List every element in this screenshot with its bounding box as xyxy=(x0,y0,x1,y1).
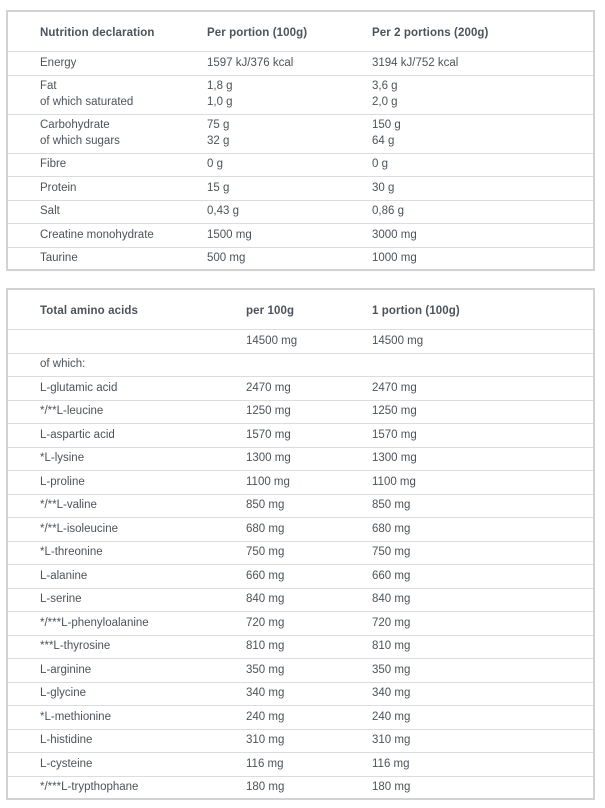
table-row xyxy=(8,706,593,730)
cell-text: Creatine monohydrate xyxy=(40,228,154,241)
row-label xyxy=(8,447,246,471)
cell-text: 1250 mg xyxy=(246,405,291,417)
cell-text xyxy=(246,357,372,373)
cell-text: L-glycine xyxy=(40,687,87,699)
table-row xyxy=(8,353,593,377)
row-label xyxy=(8,776,246,799)
table-row xyxy=(8,330,593,354)
row-value xyxy=(246,682,372,706)
table-row xyxy=(8,588,593,612)
cell-text: 1300 mg xyxy=(372,452,417,464)
cell-text: 850 mg xyxy=(372,499,411,511)
cell-text: ***L-thyrosine xyxy=(40,640,111,652)
row-label xyxy=(8,424,246,448)
header-total-amino-acids: Total amino acids xyxy=(40,305,138,317)
row-value xyxy=(372,494,593,518)
cell-text: 660 mg xyxy=(372,569,411,582)
amino-acids-table-panel xyxy=(6,288,595,800)
cell-text: *L-methionine xyxy=(40,710,111,723)
row-value xyxy=(207,52,372,76)
row-value xyxy=(246,729,372,753)
row-label xyxy=(8,153,207,177)
cell-text: Taurine xyxy=(40,252,78,264)
cell-text: 240 mg xyxy=(246,710,285,723)
cell-text: L-serine xyxy=(40,593,82,605)
cell-text: 3194 kJ/752 kcal xyxy=(372,56,459,69)
table-row xyxy=(8,565,593,589)
nutrition-declaration-table-panel xyxy=(6,10,595,271)
cell-text: 720 mg xyxy=(372,616,411,629)
cell-text: 116 mg xyxy=(372,757,410,770)
cell-text: 750 mg xyxy=(372,546,411,558)
row-label xyxy=(8,565,246,589)
cell-text: 1250 mg xyxy=(372,405,417,417)
cell-text: L-alanine xyxy=(40,569,88,582)
row-value xyxy=(207,75,372,114)
row-label xyxy=(8,706,246,730)
row-value xyxy=(246,659,372,683)
cell-text: 840 mg xyxy=(246,593,285,605)
cell-text: */***L-phenyloalanine xyxy=(40,616,149,629)
cell-text: L-cysteine xyxy=(40,757,93,770)
header-1-portion: 1 portion (100g) xyxy=(372,305,460,317)
row-label xyxy=(8,729,246,753)
cell-text: 75 g xyxy=(207,119,230,131)
row-value xyxy=(246,541,372,565)
cell-text: of which saturated xyxy=(40,95,134,108)
cell-text: L-proline xyxy=(40,475,85,488)
cell-text: 2470 mg xyxy=(372,381,417,394)
row-value xyxy=(372,400,593,424)
cell-text: 2,0 g xyxy=(372,95,398,108)
table-row xyxy=(8,612,593,636)
amino-table-body xyxy=(8,330,593,800)
cell-text: 14500 mg xyxy=(246,334,298,347)
table-row xyxy=(8,247,593,270)
row-label xyxy=(8,753,246,777)
cell-text: 350 mg xyxy=(246,663,285,676)
row-value xyxy=(372,635,593,659)
nutrition-table-header xyxy=(8,12,593,52)
amino-acids-table xyxy=(8,290,593,799)
row-label xyxy=(8,247,207,270)
table-row xyxy=(8,635,593,659)
table-row xyxy=(8,377,593,401)
cell-text: 500 mg xyxy=(207,252,246,264)
row-value xyxy=(246,776,372,799)
row-value xyxy=(372,177,593,201)
table-row xyxy=(8,114,593,153)
cell-text: L-arginine xyxy=(40,663,92,676)
cell-text: 1500 mg xyxy=(207,228,252,241)
cell-text: Carbohydrate xyxy=(40,119,110,131)
row-value xyxy=(372,541,593,565)
cell-text: 150 g xyxy=(372,119,401,131)
row-value xyxy=(246,377,372,401)
row-value xyxy=(246,494,372,518)
row-value xyxy=(372,753,593,777)
row-label xyxy=(8,541,246,565)
row-label xyxy=(8,494,246,518)
cell-text: 0 g xyxy=(207,158,223,170)
row-value xyxy=(246,753,372,777)
row-label xyxy=(8,200,207,224)
cell-text: 680 mg xyxy=(246,522,285,535)
cell-text: 15 g xyxy=(207,181,230,194)
cell-text: 850 mg xyxy=(246,499,285,511)
row-value xyxy=(372,200,593,224)
row-label xyxy=(8,682,246,706)
row-value xyxy=(372,447,593,471)
row-label xyxy=(8,377,246,401)
cell-text: Fibre xyxy=(40,158,67,170)
amino-table-header xyxy=(8,290,593,330)
row-value xyxy=(372,682,593,706)
cell-text: 660 mg xyxy=(246,569,285,582)
row-value xyxy=(207,224,372,248)
cell-text: 810 mg xyxy=(372,640,411,652)
row-label xyxy=(8,400,246,424)
cell-text: 30 g xyxy=(372,181,395,194)
row-value xyxy=(246,471,372,495)
cell-text: 1100 mg xyxy=(372,475,416,488)
cell-text: 32 g xyxy=(207,134,230,147)
cell-text: L-aspartic acid xyxy=(40,428,115,441)
cell-text: 3000 mg xyxy=(372,228,417,241)
row-value xyxy=(246,447,372,471)
table-row xyxy=(8,659,593,683)
cell-text: 1,8 g xyxy=(207,80,233,92)
table-row xyxy=(8,494,593,518)
cell-text: of which: xyxy=(40,358,86,370)
table-row xyxy=(8,75,593,114)
row-value xyxy=(372,471,593,495)
table-row xyxy=(8,541,593,565)
table-row xyxy=(8,224,593,248)
cell-text: 810 mg xyxy=(246,640,285,652)
header-nutrition-declaration: Nutrition declaration xyxy=(40,27,155,39)
row-value xyxy=(372,153,593,177)
cell-text: Protein xyxy=(40,181,77,194)
cell-text: 310 mg xyxy=(372,734,411,746)
row-label xyxy=(8,635,246,659)
cell-text: */**L-isoleucine xyxy=(40,522,118,535)
cell-text: Energy xyxy=(40,56,77,69)
row-label xyxy=(8,114,207,153)
header-per-portion: Per portion (100g) xyxy=(207,27,308,39)
cell-text xyxy=(372,357,593,373)
row-value xyxy=(372,424,593,448)
cell-text: 180 mg xyxy=(246,781,285,793)
cell-text: 1000 mg xyxy=(372,252,417,264)
table-row xyxy=(8,447,593,471)
cell-text: 0 g xyxy=(372,158,388,170)
table-row xyxy=(8,177,593,201)
header-per-100g: per 100g xyxy=(246,305,295,317)
header-per-2-portions: Per 2 portions (200g) xyxy=(372,27,489,39)
table-row xyxy=(8,424,593,448)
row-value xyxy=(246,518,372,542)
cell-text: 310 mg xyxy=(246,734,285,746)
row-label xyxy=(8,177,207,201)
row-value xyxy=(372,330,593,354)
cell-text: 3,6 g xyxy=(372,80,398,92)
row-value xyxy=(372,729,593,753)
row-label xyxy=(8,518,246,542)
table-row xyxy=(8,471,593,495)
cell-text: 350 mg xyxy=(372,663,411,676)
cell-text: */**L-valine xyxy=(40,499,97,511)
row-value xyxy=(372,612,593,636)
cell-text: 1300 mg xyxy=(246,452,291,464)
row-value xyxy=(372,659,593,683)
row-label xyxy=(8,224,207,248)
cell-text: 340 mg xyxy=(372,687,411,699)
cell-text: 840 mg xyxy=(372,593,411,605)
row-value xyxy=(246,353,372,377)
row-value xyxy=(246,588,372,612)
table-row xyxy=(8,776,593,799)
row-value xyxy=(372,52,593,76)
row-label xyxy=(8,353,246,377)
header-row xyxy=(8,290,593,330)
cell-text: 720 mg xyxy=(246,616,285,629)
table-row xyxy=(8,518,593,542)
row-label xyxy=(8,659,246,683)
cell-text: of which sugars xyxy=(40,134,120,147)
row-value xyxy=(372,114,593,153)
row-value xyxy=(372,353,593,377)
cell-text: Salt xyxy=(40,205,60,217)
cell-text: 1570 mg xyxy=(246,428,291,441)
row-label xyxy=(8,75,207,114)
row-value xyxy=(246,330,372,354)
cell-text: 240 mg xyxy=(372,710,411,723)
row-value xyxy=(207,177,372,201)
row-label xyxy=(8,588,246,612)
table-row xyxy=(8,753,593,777)
cell-text: 180 mg xyxy=(372,781,411,793)
table-row xyxy=(8,729,593,753)
row-value xyxy=(207,153,372,177)
cell-text: */**L-leucine xyxy=(40,405,104,417)
cell-text: 750 mg xyxy=(246,546,285,558)
row-value xyxy=(372,75,593,114)
table-row xyxy=(8,153,593,177)
row-value xyxy=(372,776,593,799)
row-value xyxy=(246,424,372,448)
row-value xyxy=(372,518,593,542)
row-label xyxy=(8,330,246,354)
cell-text: L-histidine xyxy=(40,734,93,746)
cell-text: 1100 mg xyxy=(246,475,290,488)
row-value xyxy=(207,247,372,270)
row-value xyxy=(246,612,372,636)
cell-text: 340 mg xyxy=(246,687,285,699)
row-value xyxy=(372,247,593,270)
table-row xyxy=(8,200,593,224)
nutrition-table-body xyxy=(8,52,593,271)
cell-text: 680 mg xyxy=(372,522,411,535)
table-row xyxy=(8,52,593,76)
row-value xyxy=(246,635,372,659)
cell-text: 14500 mg xyxy=(372,334,424,347)
cell-text: *L-lysine xyxy=(40,452,85,464)
cell-text: L-glutamic acid xyxy=(40,381,118,394)
cell-text: *L-threonine xyxy=(40,546,103,558)
header-row xyxy=(8,12,593,52)
row-label xyxy=(8,471,246,495)
row-label xyxy=(8,52,207,76)
cell-text: 1570 mg xyxy=(372,428,417,441)
row-value xyxy=(372,377,593,401)
nutrition-declaration-table xyxy=(8,12,593,270)
row-value xyxy=(246,565,372,589)
cell-text: 116 mg xyxy=(246,757,284,770)
row-label xyxy=(8,612,246,636)
cell-text: Fat xyxy=(40,80,57,92)
row-value xyxy=(372,706,593,730)
cell-text: 1597 kJ/376 kcal xyxy=(207,56,294,69)
table-row xyxy=(8,682,593,706)
cell-text: 0,43 g xyxy=(207,205,239,217)
row-value xyxy=(246,706,372,730)
row-value xyxy=(207,200,372,224)
cell-text: */***L-trypthophane xyxy=(40,781,139,793)
cell-text: 1,0 g xyxy=(207,95,233,108)
cell-text xyxy=(40,334,246,350)
table-row xyxy=(8,400,593,424)
row-value xyxy=(246,400,372,424)
row-value xyxy=(372,565,593,589)
row-value xyxy=(207,114,372,153)
cell-text: 2470 mg xyxy=(246,381,291,394)
cell-text: 0,86 g xyxy=(372,205,404,217)
row-value xyxy=(372,224,593,248)
cell-text: 64 g xyxy=(372,134,395,147)
row-value xyxy=(372,588,593,612)
